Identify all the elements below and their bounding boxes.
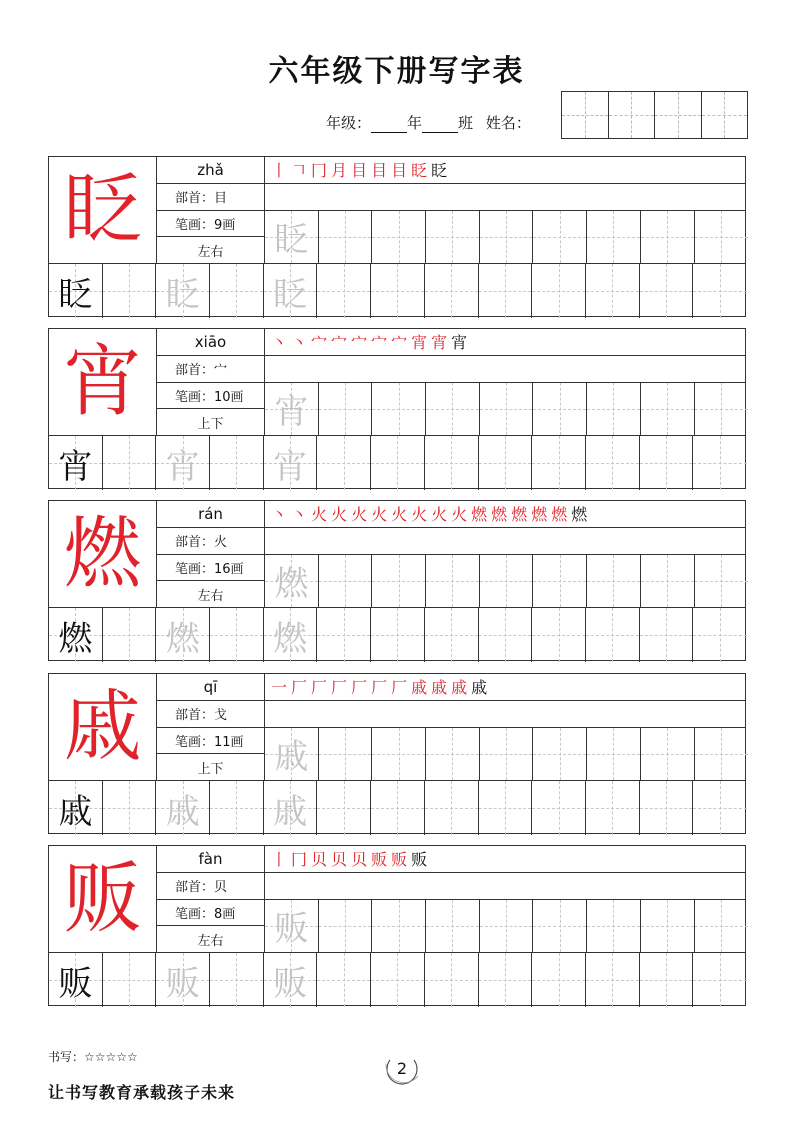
example-cell: 戚 [49,781,103,835]
practice-cell[interactable] [586,264,640,318]
stroke-step: 丨 [271,850,288,870]
stroke-order [265,157,745,184]
example-cell: 燃 [49,608,103,662]
stroke-step: 丶 [291,333,308,353]
stroke-step: 丶 [291,505,308,525]
radical: 部首：目 [157,184,265,211]
practice-cell[interactable] [479,953,533,1007]
practice-cell[interactable] [479,436,533,490]
stroke-step: 火 [431,505,448,525]
character-card [48,845,746,1006]
trace-cell[interactable]: 燃 [156,608,210,662]
practice-cell[interactable] [210,781,264,835]
practice-cell[interactable] [587,211,641,264]
practice-cell[interactable] [640,264,694,318]
character-meta [157,846,265,953]
practice-cell[interactable] [372,728,426,781]
trace-cell[interactable]: 宵 [156,436,210,490]
stroke-step: 目 [371,161,388,181]
slogan: 让书写教育承载孩子未来 [48,1083,236,1102]
character-meta [157,501,265,608]
practice-cell[interactable] [695,555,749,608]
structure: 左右 [157,237,265,264]
stroke-step: 厂 [371,678,388,698]
stroke-count: 笔画：9画 [157,211,265,238]
practice-row [49,953,745,1007]
stroke-order [265,329,745,356]
practice-cell[interactable] [641,900,695,953]
stroke-order [265,501,745,528]
practice-row [49,608,745,662]
practice-cell[interactable] [372,211,426,264]
practice-cell[interactable] [480,900,534,953]
blank-row [265,528,745,555]
trace-cell[interactable]: 戚 [265,728,319,781]
stroke-step: 目 [391,161,408,181]
practice-cell[interactable] [480,211,534,264]
practice-row [265,383,745,437]
stroke-step: 燃 [551,505,568,525]
practice-cell[interactable] [640,608,694,662]
practice-cell[interactable] [533,555,587,608]
practice-cell[interactable] [533,728,587,781]
practice-row [265,555,745,609]
practice-cell[interactable] [479,608,533,662]
stroke-count: 笔画：10画 [157,383,265,410]
practice-cell[interactable] [641,728,695,781]
character-card [48,328,746,489]
practice-cell[interactable] [532,436,586,490]
stroke-step: 丶 [271,333,288,353]
grade-blank[interactable] [371,118,407,133]
pinyin: zhǎ [157,157,265,184]
practice-cell[interactable] [640,436,694,490]
radical: 部首：火 [157,528,265,555]
practice-cell[interactable] [640,781,694,835]
character-meta [157,329,265,436]
grade-label: 年级： [326,114,372,132]
practice-cell[interactable] [319,211,373,264]
example-cell: 眨 [49,264,103,318]
practice-cell[interactable] [103,436,157,490]
practice-cell[interactable] [586,436,640,490]
practice-cell[interactable] [371,608,425,662]
radical: 部首：宀 [157,356,265,383]
name-cell[interactable] [655,92,702,138]
practice-cell[interactable] [103,781,157,835]
practice-cell[interactable] [317,781,371,835]
practice-cell[interactable] [426,383,480,436]
stroke-step: 厂 [291,678,308,698]
practice-cell[interactable] [586,953,640,1007]
example-cell: 贩 [49,953,103,1007]
radical: 部首：戈 [157,701,265,728]
practice-cell[interactable] [425,953,479,1007]
practice-cell[interactable] [317,608,371,662]
name-cell[interactable] [609,92,656,138]
practice-row [265,728,745,782]
practice-cell[interactable] [640,953,694,1007]
practice-row [49,264,745,318]
pinyin: fàn [157,846,265,873]
character-card [48,156,746,317]
example-cell: 宵 [49,436,103,490]
stroke-step: 贩 [411,850,428,870]
practice-cell[interactable] [425,264,479,318]
stroke-step: 厂 [331,678,348,698]
practice-cell[interactable] [480,555,534,608]
practice-row [265,900,745,954]
stroke-step: 燃 [511,505,528,525]
stroke-step: 火 [391,505,408,525]
practice-cell[interactable] [695,211,749,264]
character-card [48,673,746,834]
stroke-step: 厂 [311,678,328,698]
practice-cell[interactable] [532,608,586,662]
practice-cell[interactable] [587,383,641,436]
trace-cell[interactable]: 眨 [156,264,210,318]
stroke-step: 宵 [451,333,468,353]
stroke-step: 丶 [271,505,288,525]
stroke-step: 火 [371,505,388,525]
practice-cell[interactable] [693,436,747,490]
blank-row [265,701,745,728]
structure: 上下 [157,409,265,436]
practice-cell[interactable] [210,608,264,662]
stroke-step: 宀 [331,333,348,353]
stroke-step: 一 [271,678,288,698]
trace-cell[interactable]: 贩 [264,953,318,1007]
stroke-step: 厂 [391,678,408,698]
practice-cell[interactable] [533,211,587,264]
practice-cell[interactable] [479,781,533,835]
stroke-step: 丨 [271,161,288,181]
model-character: 眨 [49,157,157,264]
blank-row [265,184,745,211]
stroke-step: 眨 [431,161,448,181]
name-cell[interactable] [702,92,748,138]
practice-cell[interactable] [695,383,749,436]
stroke-step: 𠃍 [291,161,308,181]
practice-cell[interactable] [371,953,425,1007]
stroke-step: 厂 [351,678,368,698]
name-writing-box[interactable] [561,91,748,139]
stroke-count: 笔画：16画 [157,555,265,582]
practice-cell[interactable] [426,555,480,608]
stroke-step: 月 [331,161,348,181]
stroke-step: 火 [411,505,428,525]
practice-cell[interactable] [319,728,373,781]
model-character: 燃 [49,501,157,608]
stroke-step: 宀 [391,333,408,353]
stroke-step: 火 [451,505,468,525]
practice-cell[interactable] [103,953,157,1007]
practice-cell[interactable] [317,264,371,318]
practice-cell[interactable] [695,900,749,953]
name-label: 姓名： [485,114,531,132]
blank-row [265,873,745,900]
trace-cell[interactable]: 贩 [156,953,210,1007]
practice-cell[interactable] [587,555,641,608]
practice-cell[interactable] [372,900,426,953]
practice-cell[interactable] [371,436,425,490]
radical: 部首：贝 [157,873,265,900]
stroke-step: 贩 [391,850,408,870]
stroke-step: 贝 [311,850,328,870]
stroke-step: 宵 [411,333,428,353]
practice-cell[interactable] [587,900,641,953]
practice-cell[interactable] [532,781,586,835]
practice-cell[interactable] [480,383,534,436]
practice-cell[interactable] [371,781,425,835]
stroke-step: 燃 [471,505,488,525]
practice-cell[interactable] [693,264,747,318]
practice-cell[interactable] [319,555,373,608]
practice-row [49,781,745,835]
pinyin: qī [157,674,265,701]
practice-cell[interactable] [641,211,695,264]
practice-cell[interactable] [533,900,587,953]
writing-rating: 书写：☆☆☆☆☆ [48,1050,138,1064]
practice-cell[interactable] [317,953,371,1007]
stroke-order [265,846,745,873]
practice-cell[interactable] [586,781,640,835]
model-character: 戚 [49,674,157,781]
trace-cell[interactable]: 贩 [265,900,319,953]
practice-cell[interactable] [317,436,371,490]
practice-cell[interactable] [479,264,533,318]
page-title: 六年级下册写字表 [268,54,525,89]
trace-cell[interactable]: 戚 [156,781,210,835]
stroke-step: 燃 [491,505,508,525]
stroke-count: 笔画：8画 [157,900,265,927]
class-blank[interactable] [422,118,458,133]
practice-cell[interactable] [103,264,157,318]
trace-cell[interactable]: 眨 [264,264,318,318]
practice-cell[interactable] [532,264,586,318]
practice-cell[interactable] [210,436,264,490]
pinyin: xiāo [157,329,265,356]
page-number [384,1050,420,1086]
structure: 上下 [157,754,265,781]
trace-cell[interactable]: 戚 [264,781,318,835]
name-cell[interactable] [562,92,609,138]
practice-row [49,436,745,490]
practice-cell[interactable] [695,728,749,781]
stroke-step: 贝 [331,850,348,870]
practice-cell[interactable] [425,608,479,662]
practice-cell[interactable] [372,383,426,436]
trace-cell[interactable]: 眨 [265,211,319,264]
trace-cell[interactable]: 燃 [265,555,319,608]
stroke-order [265,674,745,701]
trace-cell[interactable]: 宵 [265,383,319,436]
stroke-step: 冂 [311,161,328,181]
year-label: 年 [407,114,423,132]
practice-cell[interactable] [480,728,534,781]
practice-cell[interactable] [693,781,747,835]
practice-cell[interactable] [371,264,425,318]
stroke-step: 戚 [471,678,488,698]
stroke-count: 笔画：11画 [157,728,265,755]
model-character: 贩 [49,846,157,953]
practice-cell[interactable] [532,953,586,1007]
practice-row [265,211,745,265]
page-number-text: 2 [396,1058,408,1078]
stroke-step: 宀 [371,333,388,353]
practice-cell[interactable] [210,953,264,1007]
practice-cell[interactable] [426,900,480,953]
class-label: 班 [458,114,474,132]
stroke-step: 眨 [411,161,428,181]
structure: 左右 [157,581,265,608]
stroke-step: 戚 [451,678,468,698]
stroke-step: 火 [331,505,348,525]
practice-cell[interactable] [425,436,479,490]
stroke-step: 燃 [531,505,548,525]
trace-cell[interactable]: 燃 [264,608,318,662]
stroke-step: 燃 [571,505,588,525]
character-card [48,500,746,661]
trace-cell[interactable]: 宵 [264,436,318,490]
practice-cell[interactable] [641,555,695,608]
stroke-step: 宵 [431,333,448,353]
stroke-step: 目 [351,161,368,181]
practice-cell[interactable] [372,555,426,608]
stroke-step: 贩 [371,850,388,870]
stroke-step: 火 [351,505,368,525]
practice-cell[interactable] [210,264,264,318]
practice-cell[interactable] [693,953,747,1007]
stroke-step: 宀 [351,333,368,353]
practice-cell[interactable] [693,608,747,662]
practice-cell[interactable] [533,383,587,436]
pinyin: rán [157,501,265,528]
model-character: 宵 [49,329,157,436]
practice-cell[interactable] [426,211,480,264]
stroke-step: 戚 [411,678,428,698]
practice-cell[interactable] [641,383,695,436]
blank-row [265,356,745,383]
stroke-step: 宀 [311,333,328,353]
stroke-step: 火 [311,505,328,525]
practice-cell[interactable] [425,781,479,835]
character-meta [157,157,265,264]
practice-cell[interactable] [587,728,641,781]
stroke-step: 冂 [291,850,308,870]
stroke-step: 戚 [431,678,448,698]
practice-cell[interactable] [426,728,480,781]
student-info-line [326,112,531,133]
character-meta [157,674,265,781]
practice-cell[interactable] [319,900,373,953]
practice-cell[interactable] [586,608,640,662]
structure: 左右 [157,926,265,953]
practice-cell[interactable] [103,608,157,662]
stroke-step: 贝 [351,850,368,870]
practice-cell[interactable] [319,383,373,436]
